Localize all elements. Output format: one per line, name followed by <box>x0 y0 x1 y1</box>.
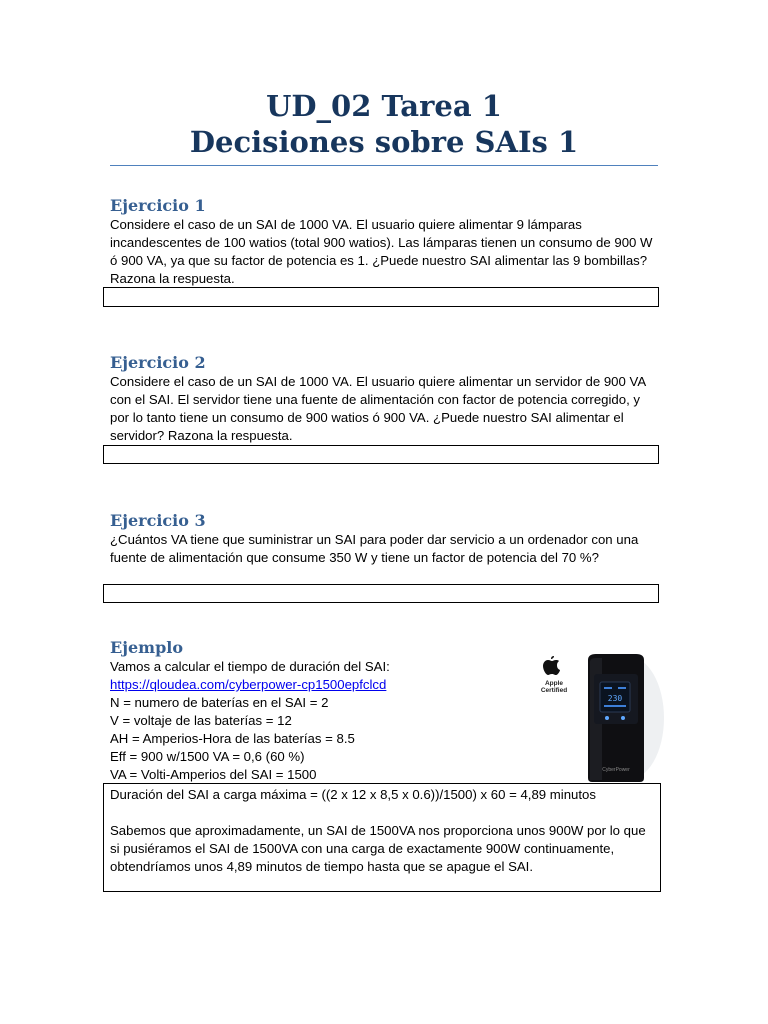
product-link[interactable]: https://qloudea.com/cyberpower-cp1500epfclcd <box>110 677 387 692</box>
formula-text: Duración del SAI a carga máxima = ((2 x 12 x 8,5 x 0.6))/1500) x 60 = 4,89 minutos <box>110 787 596 802</box>
ejercicio-2-heading: Ejercicio 2 <box>110 353 206 372</box>
ups-brand: CyberPower <box>602 767 630 773</box>
ejemplo-line: VA = Volti-Amperios del SAI = 1500 <box>110 767 317 782</box>
ejercicio-1-answer-box[interactable] <box>103 287 659 307</box>
ejercicio-2-text: Considere el caso de un SAI de 1000 VA. El usuario quiere alimentar un servidor de 900 VA con el SAI. El servidor tiene una fuente de alimentación con factor de potencia corregido, y por lo tanto tiene un consumo de 900 watios ó 900 VA. ¿Puede nuestro SAI alimentar el servidor? Razona la respuesta. <box>110 374 646 443</box>
ejercicio-1-heading: Ejercicio 1 <box>110 196 206 215</box>
ejercicio-3-heading: Ejercicio 3 <box>110 511 206 530</box>
ejemplo-line: N = numero de baterías en el SAI = 2 <box>110 695 329 710</box>
ejercicio-3-text: ¿Cuántos VA tiene que suministrar un SAI para poder dar servicio a un ordenador con una fuente de alimentación que consume 350 W y tiene un factor de potencia del 70 %? <box>110 532 639 565</box>
badge-line1: Apple <box>544 680 564 687</box>
calculation-box <box>103 783 661 892</box>
ejemplo-line: Eff = 900 w/1500 VA = 0,6 (60 %) <box>110 749 305 764</box>
spacer <box>110 804 654 822</box>
ejemplo-line: AH = Amperios-Hora de las baterías = 8.5 <box>110 731 355 746</box>
title-divider <box>110 165 658 166</box>
ejemplo-heading: Ejemplo <box>110 638 184 657</box>
ups-display-value: 230 <box>607 694 623 703</box>
page-subtitle: Decisiones sobre SAIs 1 <box>189 125 579 159</box>
ejemplo-line: V = voltaje de las baterías = 12 <box>110 713 292 728</box>
ejemplo-intro: Vamos a calcular el tiempo de duración del SAI: <box>110 659 390 674</box>
page-title: UD_02 Tarea 1 <box>266 89 502 123</box>
conclusion-text: Sabemos que aproximadamente, un SAI de 1500VA nos proporciona unos 900W por lo que si pusiéramos el SAI de 1500VA con una carga de exactamente 900W continuamente, obtendríamos unos 4,89 minutos de tiempo hasta que se apague el SAI. <box>110 823 646 874</box>
badge-line2: Certified <box>540 687 568 694</box>
ejercicio-1-text: Considere el caso de un SAI de 1000 VA. El usuario quiere alimentar 9 lámparas incandescentes de 100 watios (total 900 watios). Las lámparas tienen un consumo de 900 W ó 900 VA, ya que su factor de potencia es 1. ¿Puede nuestro SAI alimentar las 9 bombillas? Razona la respuesta. <box>110 217 653 286</box>
ejercicio-2-answer-box[interactable] <box>103 445 659 464</box>
ups-product-image <box>528 654 666 782</box>
ejercicio-3-answer-box[interactable] <box>103 584 659 603</box>
apple-logo-icon <box>543 656 560 675</box>
